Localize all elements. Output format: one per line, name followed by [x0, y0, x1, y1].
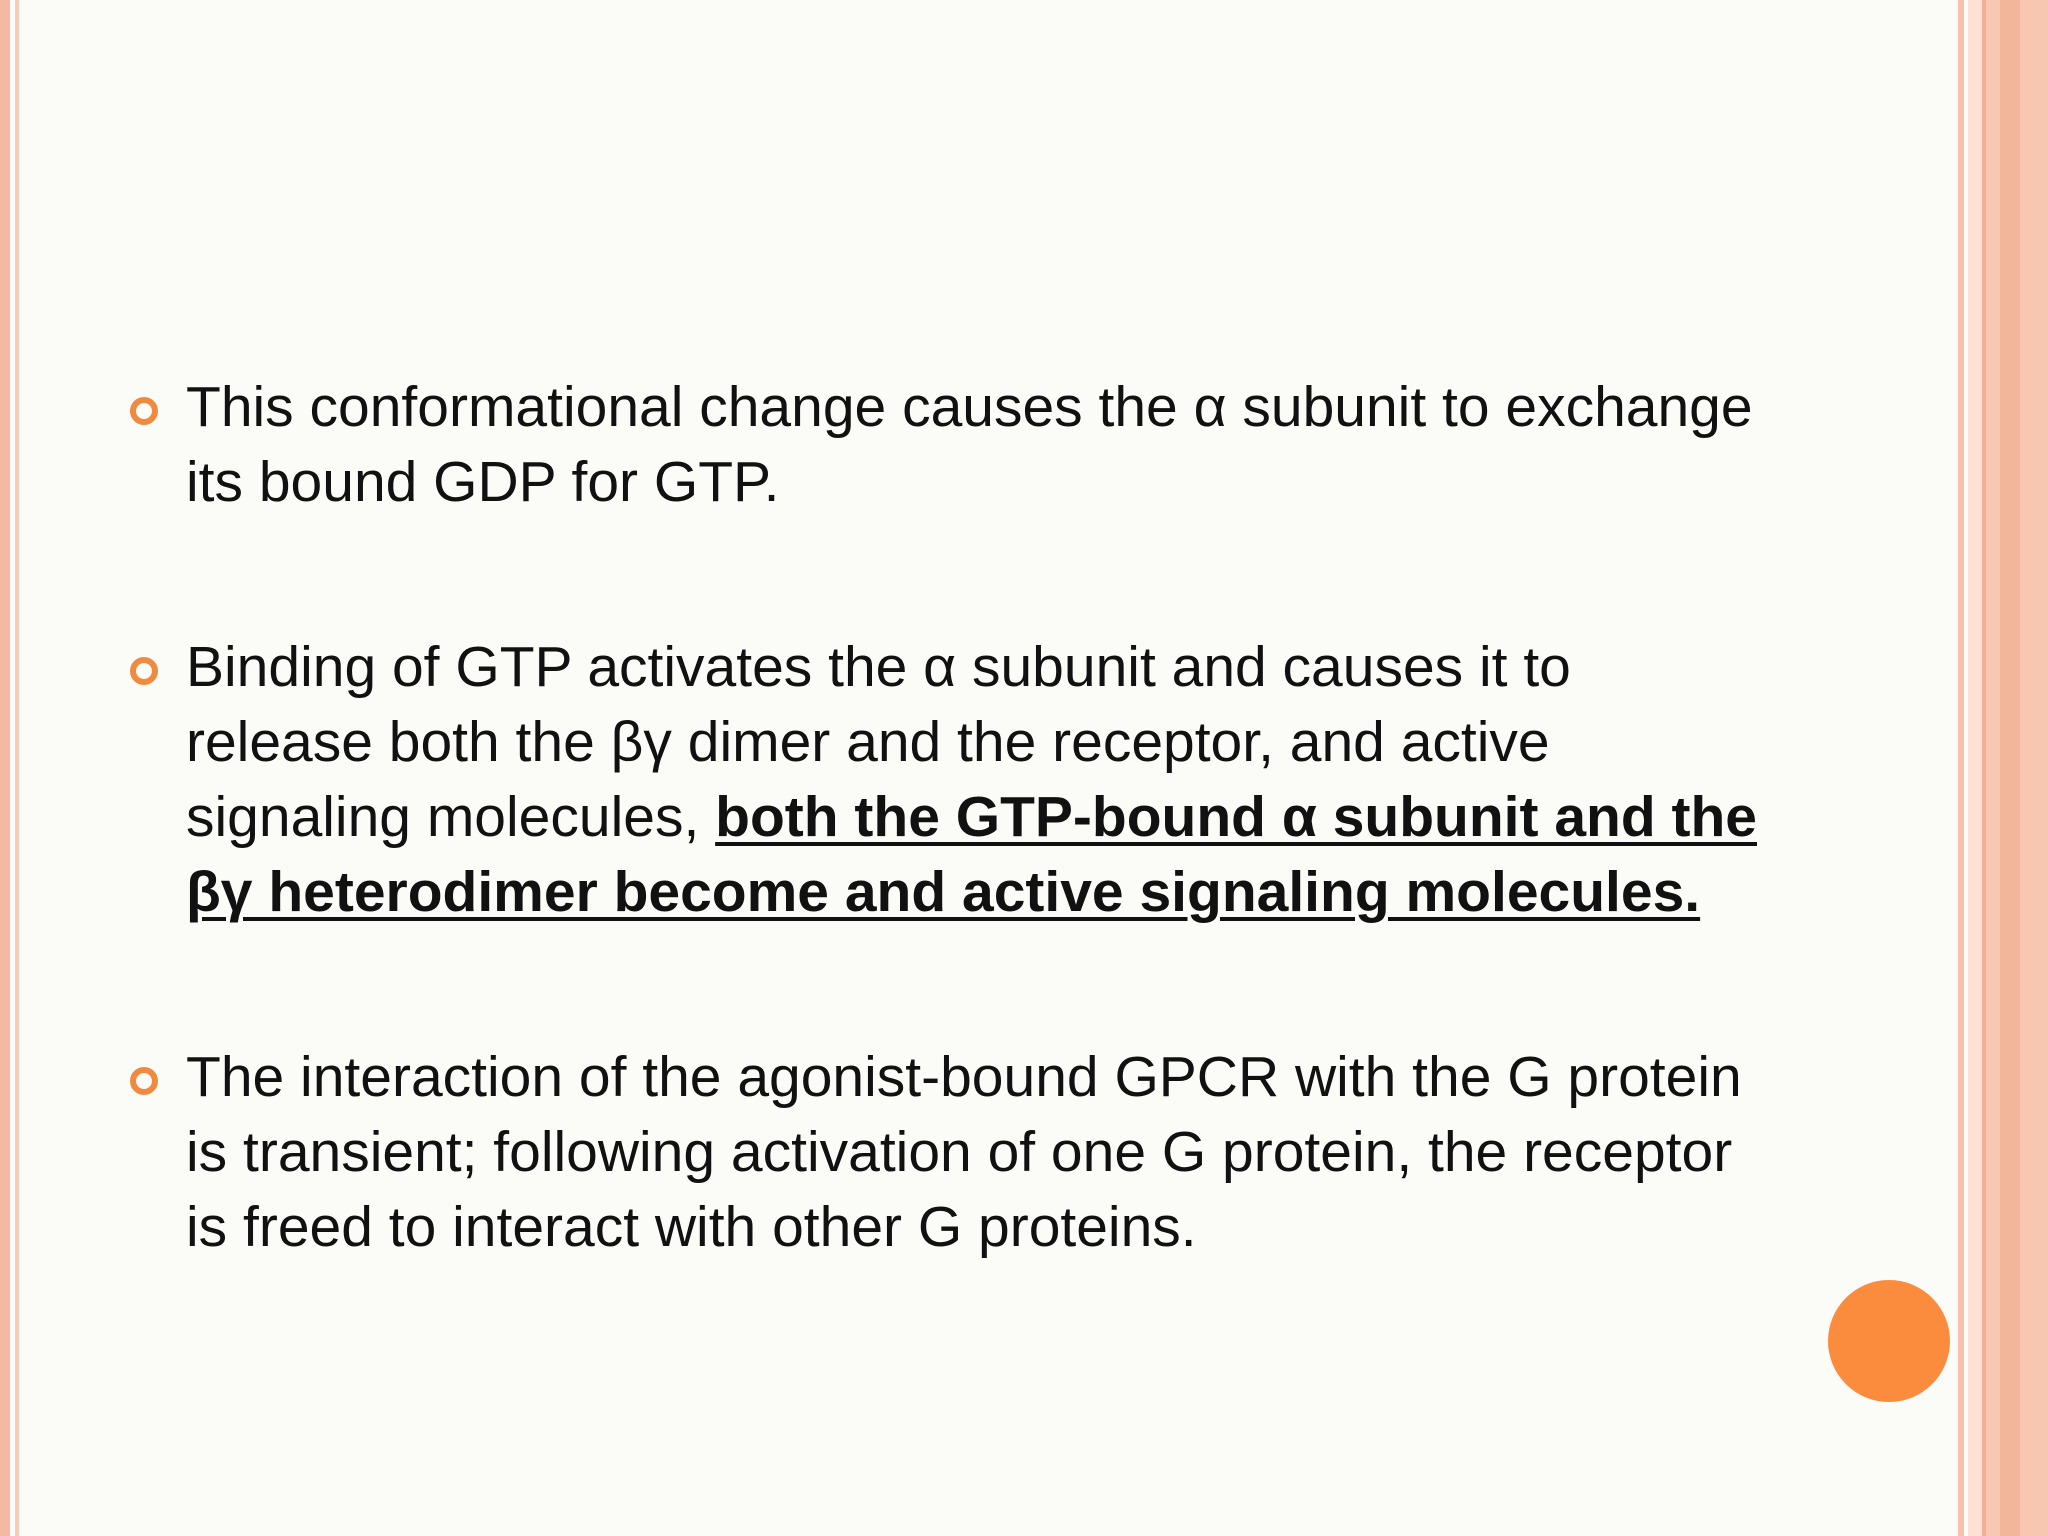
- right-border-decoration: [1958, 0, 1964, 1536]
- right-border-decoration: [2000, 0, 2020, 1536]
- right-border-decoration: [1968, 0, 1982, 1536]
- bullet-ring-icon: [130, 657, 158, 685]
- bullet-text: The interaction of the agonist-bound GPCR with the G protein is transient; following activation of one G protein, the receptor is freed to interact with other G proteins.: [186, 1045, 1742, 1259]
- bullet-text: Binding of GTP activates the α subunit and causes it to release both the βγ dimer and the receptor, and active signaling molecules,: [186, 635, 1571, 849]
- bullet-item-3: [130, 1040, 1770, 1265]
- bullet-item-1: [130, 370, 1770, 520]
- bullet-ring-icon: [130, 1067, 158, 1095]
- bullet-text: This conformational change causes the α subunit to exchange its bound GDP for GTP.: [186, 375, 1753, 514]
- right-border-decoration: [2020, 0, 2048, 1536]
- left-border-decoration-inner: [15, 0, 19, 1536]
- bullet-emphasis-text: both the GTP-bound α subunit and the βγ heterodimer become and active signaling molecules.: [186, 785, 1757, 924]
- bullet-list: [130, 370, 1770, 1265]
- right-border-decoration: [1986, 0, 2000, 1536]
- bullet-item-2: [130, 630, 1770, 930]
- decorative-circle: [1828, 1280, 1950, 1402]
- bullet-ring-icon: [130, 397, 158, 425]
- left-border-decoration: [0, 0, 10, 1536]
